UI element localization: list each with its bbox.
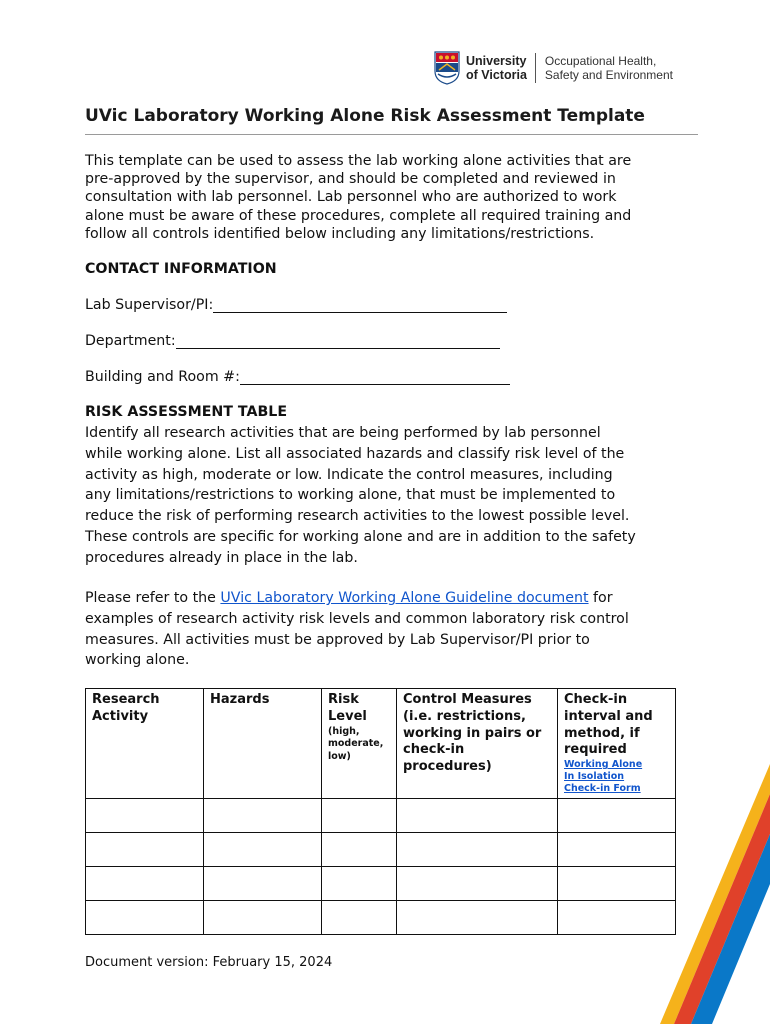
department-name-line2: Safety and Environment xyxy=(544,68,673,82)
intro-paragraph xyxy=(85,152,631,243)
risk-line: procedures already in place in the lab. xyxy=(85,549,358,566)
building-room-label: Building and Room #: xyxy=(85,369,240,385)
risk-line: any limitations/restrictions to working alone, that must be implemented to xyxy=(85,487,616,504)
uvic-logo xyxy=(434,50,673,86)
refer-text: Please refer to the xyxy=(85,590,221,606)
table-cell[interactable] xyxy=(204,833,322,867)
supervisor-input-line[interactable] xyxy=(213,298,507,313)
decorative-stripes xyxy=(660,764,770,1024)
risk-level-note: (high, moderate, low) xyxy=(328,725,384,762)
intro-line: pre-approved by the supervisor, and should be completed and reviewed in xyxy=(85,171,616,188)
refer-paragraph xyxy=(85,588,629,671)
document-version: Document version: February 15, 2024 xyxy=(85,955,333,970)
risk-line: These controls are specific for working alone and are in addition to the safety xyxy=(85,528,636,545)
logo-divider xyxy=(535,53,536,83)
table-cell[interactable] xyxy=(322,799,397,833)
risk-paragraph xyxy=(85,423,636,569)
university-name xyxy=(466,54,527,82)
table-cell[interactable] xyxy=(86,901,204,935)
refer-text-after: for xyxy=(588,590,613,606)
table-cell[interactable] xyxy=(86,833,204,867)
intro-line: follow all controls identified below including any limitations/restrictions. xyxy=(85,225,595,242)
uvic-crest-icon xyxy=(434,51,460,85)
university-name-line1: University xyxy=(466,54,527,68)
check-in-form-link-line1[interactable]: Working Alone xyxy=(564,759,643,771)
table-cell[interactable] xyxy=(322,833,397,867)
header-control-measures: Control Measures (i.e. restrictions, working in pairs or check-in procedures) xyxy=(397,689,558,799)
header-check-in xyxy=(558,689,676,799)
table-cell[interactable] xyxy=(397,799,558,833)
building-room-input-line[interactable] xyxy=(240,370,510,385)
refer-line xyxy=(85,588,629,609)
table-cell[interactable] xyxy=(558,867,676,901)
table-row xyxy=(86,799,676,833)
risk-line: activity as high, moderate or low. Indicate the control measures, including xyxy=(85,466,613,483)
risk-line: Identify all research activities that are being performed by lab personnel xyxy=(85,425,601,441)
table-cell[interactable] xyxy=(204,867,322,901)
header-research-activity: Research Activity xyxy=(86,689,204,799)
guideline-document-link[interactable]: UVic Laboratory Working Alone Guideline document xyxy=(220,590,589,606)
table-cell[interactable] xyxy=(397,833,558,867)
check-in-label: Check-in interval and method, if required xyxy=(564,692,653,758)
supervisor-label: Lab Supervisor/PI: xyxy=(85,297,214,313)
risk-table-heading: RISK ASSESSMENT TABLE xyxy=(85,404,288,420)
table-cell[interactable] xyxy=(322,901,397,935)
title-divider xyxy=(85,134,698,135)
table-cell[interactable] xyxy=(558,833,676,867)
department-label: Department: xyxy=(85,333,176,349)
intro-line: This template can be used to assess the lab working alone activities that are xyxy=(85,153,632,169)
table-cell[interactable] xyxy=(397,867,558,901)
table-cell[interactable] xyxy=(558,799,676,833)
refer-line: examples of research activity risk levels and common laboratory risk control xyxy=(85,610,629,627)
university-name-line2: of Victoria xyxy=(466,68,527,82)
check-in-form-link-line3[interactable]: Check-in Form xyxy=(564,783,641,795)
table-row xyxy=(86,833,676,867)
intro-line: alone must be aware of these procedures, complete all required training and xyxy=(85,207,632,224)
table-row xyxy=(86,901,676,935)
header-hazards: Hazards xyxy=(204,689,322,799)
contact-heading: CONTACT INFORMATION xyxy=(85,261,277,277)
table-cell[interactable] xyxy=(204,799,322,833)
table-cell[interactable] xyxy=(204,901,322,935)
risk-line: while working alone. List all associated hazards and classify risk level of the xyxy=(85,445,625,462)
department-name xyxy=(545,54,673,82)
page-title: UVic Laboratory Working Alone Risk Assessment Template xyxy=(85,106,645,126)
table-cell[interactable] xyxy=(397,901,558,935)
intro-line: consultation with lab personnel. Lab personnel who are authorized to work xyxy=(85,189,617,206)
refer-line: measures. All activities must be approved by Lab Supervisor/PI prior to xyxy=(85,631,590,648)
department-name-line1: Occupational Health, xyxy=(544,54,657,68)
department-field[interactable] xyxy=(85,333,500,349)
risk-level-label: Risk Level xyxy=(328,692,367,724)
header-risk-level xyxy=(322,689,397,799)
supervisor-field[interactable] xyxy=(85,297,507,313)
risk-assessment-table xyxy=(85,688,653,928)
table-cell[interactable] xyxy=(558,901,676,935)
refer-line: working alone. xyxy=(85,652,190,669)
check-in-form-link-line2[interactable]: In Isolation xyxy=(564,771,625,783)
table-cell[interactable] xyxy=(86,799,204,833)
table-row xyxy=(86,867,676,901)
department-input-line[interactable] xyxy=(176,334,500,349)
building-room-field[interactable] xyxy=(85,369,510,385)
table-cell[interactable] xyxy=(86,867,204,901)
risk-line: reduce the risk of performing research activities to the lowest possible level. xyxy=(85,508,630,525)
table-cell[interactable] xyxy=(322,867,397,901)
table-header-row xyxy=(86,689,676,799)
